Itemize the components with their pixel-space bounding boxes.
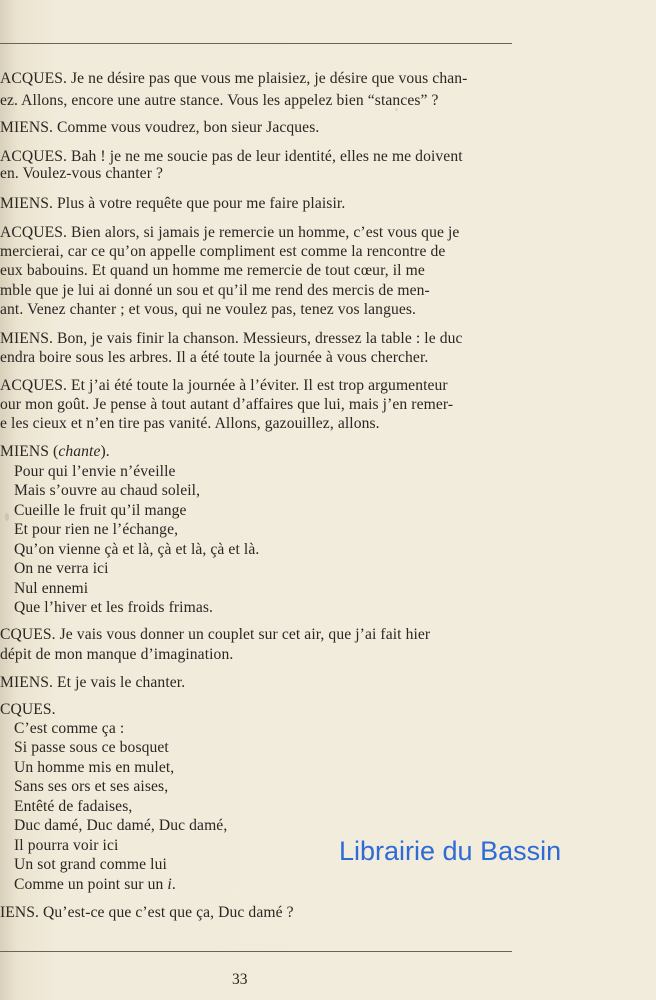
verse-line: Pour qui l’envie n’éveille (14, 463, 176, 480)
verse-line: Et pour rien ne l’échange, (14, 521, 179, 538)
text-line: en. Voulez-vous chanter ? (0, 165, 164, 182)
text-line: mble que je lui ai donné un sou et qu’il me rend des mercis de men- (0, 282, 430, 299)
verse-line: Entêté de fadaises, (14, 798, 133, 815)
verse-line: On ne verra ici (14, 560, 109, 577)
text-line: ACQUES. Je ne désire pas que vous me plaisiez, je désire que vous chan- (0, 70, 468, 87)
paper-speck (5, 513, 9, 521)
text-line: MIENS. Comme vous voudrez, bon sieur Jacques. (0, 119, 320, 136)
page-number: 33 (232, 971, 248, 988)
text-line: MIENS. Et je vais le chanter. (0, 674, 186, 691)
text-line: e les cieux et n’en tire pas vanité. Allons, gazouillez, allons. (0, 415, 380, 432)
top-rule (0, 43, 512, 44)
text-line: ACQUES. Et j’ai été toute la journée à l’éviter. Il est trop argumenteur (0, 377, 448, 394)
text-line: CQUES. (0, 701, 56, 718)
text-line: ez. Allons, encore une autre stance. Vous les appelez bien “stances” ? (0, 92, 439, 109)
verse-line: Mais s’ouvre au chaud soleil, (14, 482, 201, 499)
verse-line: Un sot grand comme lui (14, 856, 167, 873)
verse-line: Comme un point sur un i. (14, 876, 176, 893)
verse-line: Qu’on vienne çà et là, çà et là, çà et là. (14, 541, 260, 558)
text-line: ACQUES. Bien alors, si jamais je remercie un homme, c’est vous que je (0, 224, 460, 241)
watermark: Librairie du Bassin (339, 836, 562, 866)
verse-line: Que l’hiver et les froids frimas. (14, 599, 214, 616)
bottom-rule (0, 951, 512, 952)
text-line: endra boire sous les arbres. Il a été toute la journée à vous chercher. (0, 349, 429, 366)
verse-line: Si passe sous ce bosquet (14, 739, 169, 756)
verse-line: Il pourra voir ici (14, 837, 119, 854)
text-line: MIENS. Plus à votre requête que pour me faire plaisir. (0, 195, 346, 212)
verse-line: C’est comme ça : (14, 720, 125, 737)
text-line: dépit de mon manque d’imagination. (0, 646, 234, 663)
text-line: our mon goût. Je pense à tout autant d’affaires que lui, mais j’en remer- (0, 396, 454, 413)
verse-line: Nul ennemi (14, 580, 89, 597)
verse-line: Cueille le fruit qu’il mange (14, 502, 187, 519)
verse-line: Duc damé, Duc damé, Duc damé, (14, 817, 228, 834)
text-line: mercierai, car ce qu’on appelle compliment est comme la rencontre de (0, 243, 446, 260)
verse-line: Sans ses ors et ses aises, (14, 778, 169, 795)
song-speaker-line: MIENS (chante). (0, 443, 110, 460)
text-line: ant. Venez chanter ; et vous, qui ne voulez pas, tenez vos langues. (0, 301, 417, 318)
text-line: MIENS. Bon, je vais finir la chanson. Messieurs, dressez la table : le duc (0, 330, 463, 347)
verse-line: Un homme mis en mulet, (14, 759, 175, 776)
text-line: IENS. Qu’est-ce que c’est que ça, Duc damé ? (0, 904, 294, 921)
text-line: eux babouins. Et quand un homme me remercie de tout cœur, il me (0, 262, 425, 279)
text-line: CQUES. Je vais vous donner un couplet sur cet air, que j’ai fait hier (0, 626, 431, 643)
text-line: ACQUES. Bah ! je ne me soucie pas de leur identité, elles ne me doivent (0, 148, 463, 165)
paper-speck (395, 108, 398, 111)
